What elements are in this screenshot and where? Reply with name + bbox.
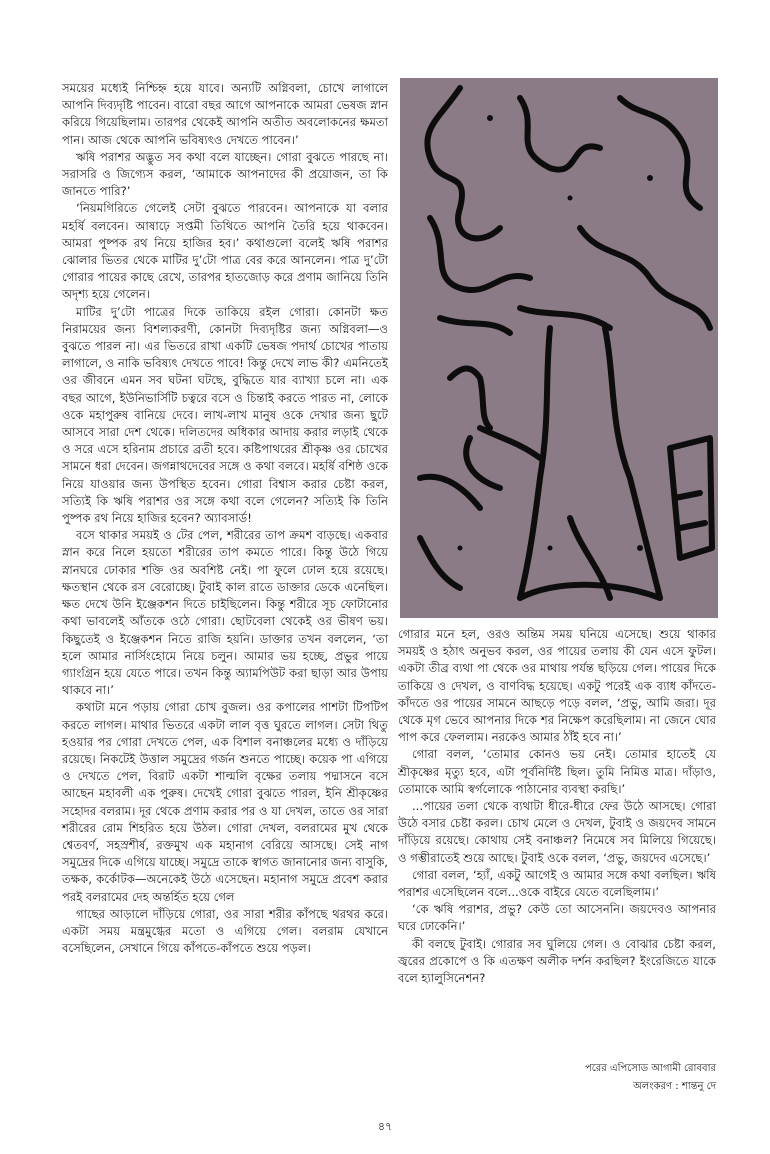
paragraph: গাছের আড়ালে দাঁড়িয়ে গোরা, ওর সারা শরীর কাঁপছে থরথর করে। একটা সময় মন্ত্রমুগ্ধের মতো ও এগিয়ে গেল। বলরাম যেখানে বসেছিলেন, সেখানে গিয়ে কাঁপতে-কাঁপতে শুয়ে পড়ল। <box>62 906 388 956</box>
right-text-column <box>398 626 716 987</box>
paragraph: সময়ের মধ্যেই নিশ্চিহ্ন হয়ে যাবে। অন্যটি অগ্নিবলা, চোখে লাগালে আপনি দিব্যদৃষ্টি পাবেন। বারো বছর আগে আপনাকে আমরা ভেষজ স্নান করিয়ে গিয়েছিলাম। তারপর থেকেই আপনি অতীত অবলোকনের ক্ষমতা পান। আজ থেকে আপনি ভবিষ্যৎও দেখতে পাবেন।’ <box>62 81 388 147</box>
paragraph: ‘নিয়মগিরিতে গেলেই সেটা বুঝতে পারবেন। আপনাকে যা বলার মহর্ষি বলবেন। আষাঢ়ে সপ্তমী তিথিতে আপনি তৈরি হয়ে থাকবেন। আমরা পুষ্পক রথ নিয়ে হাজির হব।’ কথাগুলো বলেই ঋষি পরাশর ঝোলার ভিতর থেকে মাটির দু’টো পাত্র বের করে আনলেন। পাত্র দু’টো গোরার পায়ের কাছে রেখে, তারপর হাতজোড় করে প্রণাম জানিয়ে তিনি অদৃশ্য হয়ে গেলেন। <box>62 201 388 302</box>
left-text-column <box>62 80 388 957</box>
illustration-credit: অলংকরণ : শান্তনু দে <box>633 1081 716 1092</box>
paragraph: কথাটা মনে পড়ায় গোরা চোখ বুজল। ওর কপালের পাশটা টিপটিপ করতে লাগল। মাথার ভিতরে একটা লাল বৃত্ত ঘুরতে লাগল। সেটা থিতু হওয়ার পর গোরা দেখতে পেল, এক বিশাল বনাঞ্চলের মধ্যে ও দাঁড়িয়ে রয়েছে। নিকটেই উত্তাল সমুদ্রের গর্জন শুনতে পাচ্ছে। কয়েক পা এগিয়ে ও দেখতে পেল, বিরাট একটা শাল্মলি বৃক্ষের তলায় পদ্মাসনে বসে আছেন মহাবলী এক পুরুষ। দেখেই গোরা বুঝতে পারল, ইনি শ্রীকৃষ্ণের সহোদর বলরাম। দূর থেকে প্রণাম করার পর ও যা দেখল, তাতে ওর সারা শরীরের রোম শিহরিত হয়ে উঠল। গোরা দেখল, বলরামের মুখ থেকে শ্বেতবর্ণ, সহস্রশীর্ষ, রক্তমুখ এক মহানাগ বেরিয়ে আসছে। সেই নাগ সমুদ্রের দিকে এগিয়ে যাচ্ছে। সমুদ্রে তাকে স্বাগত জানানোর জন্য বাসুকি, তক্ষক, কর্কোটক—অনেকেই উঠে এসেছেন। মহানাগ সমুদ্রে প্রবেশ করার পরই বলরামের দেহ অন্তর্হিত হয়ে গেল <box>62 700 388 904</box>
page-number: ৪৭ <box>377 1120 393 1133</box>
tree-and-seated-figure-drawing <box>400 78 718 618</box>
paragraph: কী বলছে টুবাই। গোরার সব ঘুলিয়ে গেল। ও বোঝার চেষ্টা করল, জ্বরের প্রকোপে ও কি এতক্ষণ অলীক দর্শন করছিল? ইংরেজিতে যাকে বলে হ্যালুসিনেশন? <box>398 936 716 986</box>
paragraph: গোরা বলল, ‘তোমার কোনও ভয় নেই। তোমার হাতেই যে শ্রীকৃষ্ণের মৃত্যু হবে, এটা পূর্বনির্দিষ্ট ছিল। তুমি নিমিত্ত মাত্র। দাঁড়াও, তোমাকে আমি স্বর্গলোকে পাঠানোর ব্যবস্থা করছি।’ <box>398 747 716 796</box>
paragraph: ...পায়ের তলা থেকে ব্যথাটা ধীরে-ধীরে ফের উঠে আসছে। গোরা উঠে বসার চেষ্টা করল। চোখ মেলে ও দেখল, টুবাই ও জয়দেব সামনে দাঁড়িয়ে রয়েছে। কোথায় সেই বনাঞ্চল? নিমেষে সব মিলিয়ে গিয়েছে। ও গম্ভীরাতেই শুয়ে আছে। টুবাই ওকে বলল, ‘প্রভু, জয়দেব এসেছে।’ <box>398 799 716 865</box>
next-episode-note: পরের এপিসোড আগামী রোববার <box>584 1063 716 1074</box>
story-illustration <box>400 78 718 618</box>
paragraph: গোরা বলল, ‘হ্যাঁ, একটু আগেই ও আমার সঙ্গে কথা বলছিল। ঋষি পরাশর এসেছিলেন বলে...ওকে বাইরে যেতে বলেছিলাম।’ <box>398 867 716 900</box>
paragraph: মাটির দু’টো পাত্রের দিকে তাকিয়ে রইল গোরা। কোনটা ক্ষত নিরাময়ের জন্য বিশল্যকরণী, কোনটা দিব্যদৃষ্টির জন্য অগ্নিবলা—ও বুঝতে পারল না। এর ভিতরে রাখা একটি ভেষজ পদার্থ চোখের পাতায় লাগালে, ও নাকি ভবিষ্যৎ দেখতে পাবে! কিন্তু দেখে লাভ কী? এমনিতেই ওর জীবনে এমন সব ঘটনা ঘটছে, বুদ্ধিতে যার ব্যাখ্যা চলে না। এক বছর আগে, ইউনিভার্সিটি চত্বরে বসে ও চিন্তাই করতে পারত না, লোকে ওকে মহাপুরুষ বানিয়ে দেবে। লাখ-লাখ মানুষ ওকে দেখার জন্য ছুটে আসবে সারা দেশ থেকে। দলিতদের অধিকার আদায় করার লড়াই থেকে ও সরে এসে হরিনাম প্রচারে ব্রতী হবে। কষ্টিপাথরের শ্রীকৃষ্ণ ওর চোখের সামনে ধরা দেবেন। জগন্নাথদেবের সঙ্গে ও কথা বলবে। মহর্ষি বশিষ্ঠ ওকে নিয়ে যাওয়ার জন্য উপস্থিত হবেন। গোরা বিশ্বাস করার চেষ্টা করল, সত্যিই কি ঋষি পরাশর ওর সঙ্গে কথা বলে গেলেন? সত্যিই কি তিনি পুষ্পক রথ নিয়ে হাজির হবেন? অ্যাবসার্ড! <box>62 304 388 526</box>
paragraph: বসে থাকার সময়ই ও টের পেল, শরীরের তাপ ক্রমশ বাড়ছে। একবার স্নান করে নিলে হয়তো শরীরের তাপ কমতে পারে। কিন্তু উঠে গিয়ে স্নানঘরে ঢোকার শক্তি ওর অবশিষ্ট নেই। পা ফুলে ঢোল হয়ে রয়েছে। ক্ষতস্থান থেকে রস বেরোচ্ছে। টুবাই কাল রাতে ডাক্তার ডেকে এনেছিল। ক্ষত দেখে উনি ইঞ্জেকশন দিতে চাইছিলেন। কিন্তু শরীরে সূচ ফোটানোর কথা ভাবলেই আঁতকে ওঠে গোরা। ছোটবেলা থেকেই ওর ভীষণ ভয়। কিছুতেই ও ইঞ্জেকশন নিতে রাজি হয়নি। ডাক্তার তখন বললেন, ‘তা হলে আমার নার্সিংহোমে নিয়ে চলুন। আমার ভয় হচ্ছে, প্রভুর পায়ে গ্যাংগ্রিন হয়ে যেতে পারে। তখন কিন্তু অ্যামপিউট করা ছাড়া আর উপায় থাকবে না।’ <box>62 528 388 698</box>
episode-footnote <box>560 1060 716 1096</box>
paragraph: ‘কে ঋষি পরাশর, প্রভু? কেউ তো আসেননি। জয়দেবও আপনার ঘরে ঢোকেনি।’ <box>398 902 716 934</box>
paragraph: গোরার মনে হল, ওরও অন্তিম সময় ঘনিয়ে এসেছে। শুয়ে থাকার সময়ই ও হঠাৎ অনুভব করল, ওর পায়ের তলায় কী যেন এসে ফুটল। একটা তীব্র ব্যথা পা থেকে ওর মাথায় পর্যন্ত ছড়িয়ে গেল। পায়ের দিকে তাকিয়ে ও দেখল, ও বাণবিদ্ধ হয়েছে। একটু পরেই এক ব্যাধ কাঁদতে-কাঁদতে ওর পায়ের সামনে আছড়ে পড়ে বলল, ‘প্রভু, আমি জরা। দূর থেকে মৃগ ভেবে আপনার দিকে শর নিক্ষেপ করেছিলাম। না জেনে ঘোর পাপ করে ফেললাম। নরকেও আমার ঠাঁই হবে না।’ <box>398 627 716 745</box>
paragraph: ঋষি পরাশর অদ্ভুত সব কথা বলে যাচ্ছেন। গোরা বুঝতে পারছে না। সরাসরি ও জিগ্যেস করল, ‘আমাকে আপনাদের কী প্রয়োজন, তা কি জানতে পারি?’ <box>62 149 388 199</box>
